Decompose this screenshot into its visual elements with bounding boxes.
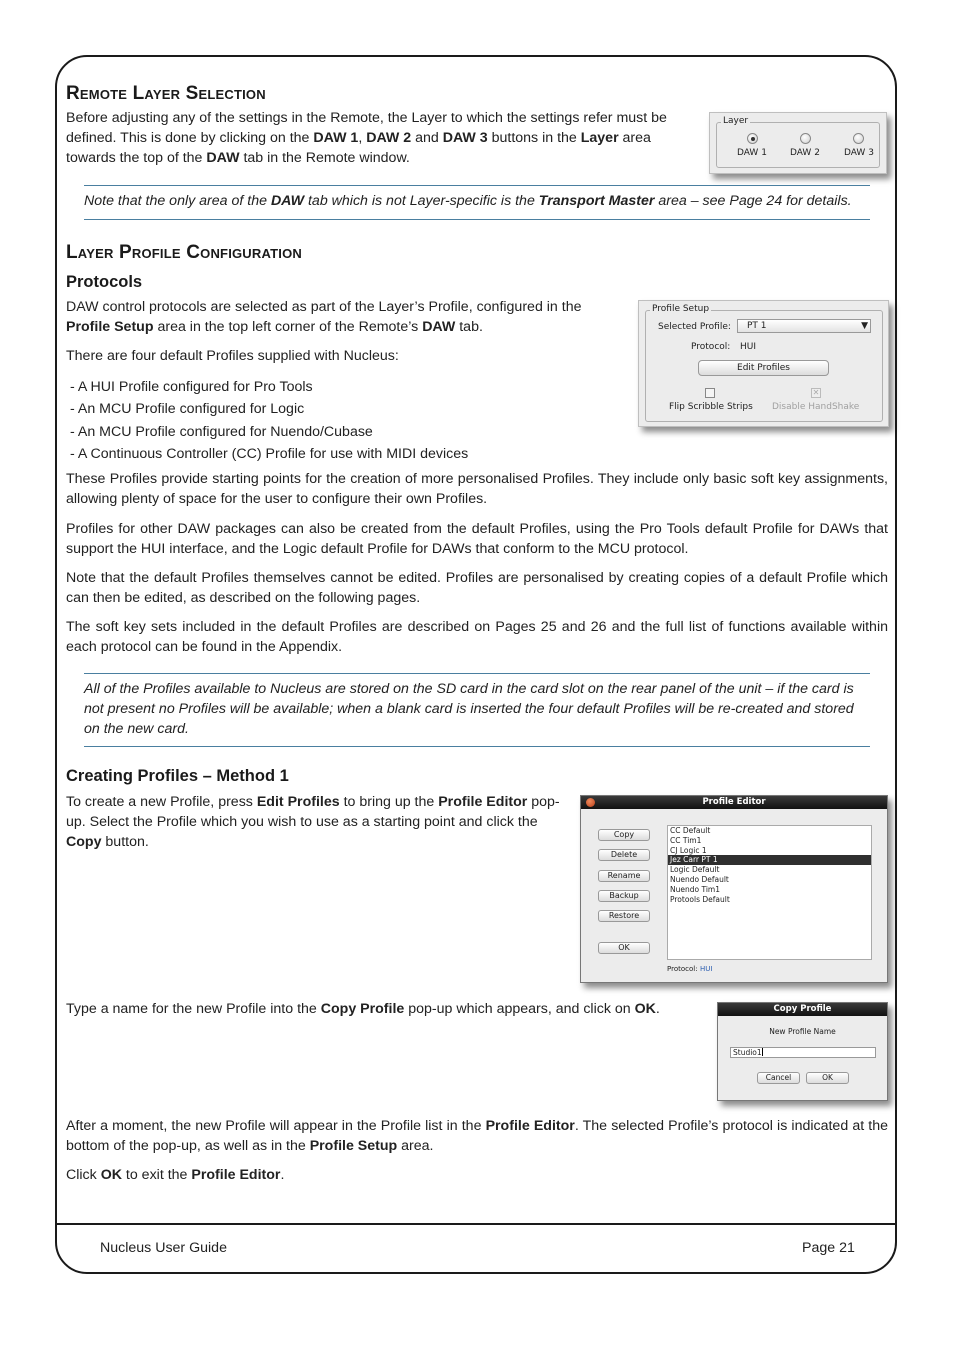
- list-item: - A Continuous Controller (CC) Profile for use with MIDI devices: [70, 445, 469, 462]
- daw2-label: DAW 2: [790, 148, 820, 158]
- editor-protocol-label: Protocol:: [667, 965, 698, 973]
- protocol-label: Protocol:: [691, 342, 731, 352]
- profile-setup-panel: [638, 300, 889, 427]
- close-icon[interactable]: [586, 798, 595, 807]
- footer-divider: [55, 1223, 897, 1225]
- ok-button[interactable]: OK: [598, 942, 650, 954]
- cancel-button[interactable]: Cancel: [757, 1072, 800, 1084]
- profile-name-input[interactable]: Studio1: [730, 1047, 876, 1058]
- disable-handshake-label: Disable HandShake: [772, 402, 860, 412]
- delete-button[interactable]: Delete: [598, 849, 650, 861]
- note-rule-bottom: [84, 219, 870, 220]
- chevron-down-icon: ▼: [861, 321, 868, 331]
- default-profiles-list: [70, 376, 468, 465]
- daw3-label: DAW 3: [844, 148, 874, 158]
- daw1-label: DAW 1: [737, 148, 767, 158]
- profile-list[interactable]: [667, 825, 872, 960]
- page-number: Page 21: [802, 1240, 855, 1256]
- list-item[interactable]: Protools Default: [670, 894, 730, 904]
- selected-profile-label: Selected Profile:: [658, 322, 731, 332]
- list-item[interactable]: Nuendo Default: [670, 874, 729, 884]
- protocols-paragraph-1: DAW control protocols are selected as part of the Layer’s Profile, configured in the Profile Setup area in the top left corner of the Remote’s DAW tab.: [66, 299, 582, 335]
- daw1-radio[interactable]: [747, 133, 758, 144]
- profiles-paragraph-3: These Profiles provide starting points for the creation of more personalised Profiles. They include only basic soft key assignments, allowing plenty of space for the user to configure their own Profiles.: [66, 471, 888, 507]
- copy-button[interactable]: Copy: [598, 829, 650, 841]
- creating-profiles-paragraph-4: Click OK to exit the Profile Editor.: [66, 1167, 285, 1183]
- editor-protocol-value: HUI: [700, 965, 713, 973]
- creating-profiles-paragraph-1: To create a new Profile, press Edit Profiles to bring up the Profile Editor pop-up. Select the Profile which you wish to use as a starting point and click the Copy button.: [66, 794, 560, 850]
- list-item: - A HUI Profile configured for Pro Tools: [70, 379, 313, 395]
- backup-button[interactable]: Backup: [598, 890, 650, 902]
- new-profile-name-prompt: New Profile Name: [769, 1027, 836, 1036]
- flip-scribble-strips-checkbox[interactable]: [705, 388, 715, 398]
- sd-note-rule-bottom: [84, 746, 870, 747]
- layer-legend: Layer: [723, 116, 749, 126]
- profiles-paragraph-6: The soft key sets included in the default Profiles are described on Pages 25 and 26 and the full list of functions available within each protocol can be found in the Appendix.: [66, 619, 888, 655]
- profile-editor-titlebar: [581, 796, 887, 809]
- list-item[interactable]: CC Default: [670, 826, 711, 835]
- copy-profile-window: [717, 1002, 888, 1101]
- copy-profile-title: Copy Profile: [773, 1004, 832, 1014]
- layer-selector-panel: [709, 112, 887, 174]
- profiles-paragraph-4: Profiles for other DAW packages can also be created from the default Profiles, using the Pro Tools default Profile for DAWs that support the HUI interface, and the Logic default Profile for DAWs that conform to the MCU protocol.: [66, 521, 888, 557]
- list-item[interactable]: Logic Default: [670, 865, 720, 875]
- disable-handshake-checkbox[interactable]: ✕: [812, 388, 820, 397]
- profile-editor-window: [580, 795, 888, 983]
- edit-profiles-button[interactable]: Edit Profiles: [698, 360, 829, 376]
- profile-setup-legend: Profile Setup: [652, 304, 710, 314]
- profile-editor-title: Profile Editor: [702, 797, 766, 807]
- creating-profiles-paragraph-2: Type a name for the new Profile into the Copy Profile pop-up which appears, and click on OK.: [66, 1001, 660, 1017]
- transport-master-note: Note that the only area of the DAW tab which is not Layer-specific is the Transport Master area – see Page 24 for details.: [84, 193, 852, 209]
- protocol-value: HUI: [740, 342, 757, 352]
- restore-button[interactable]: Restore: [598, 910, 650, 922]
- profiles-paragraph-5: Note that the default Profiles themselves cannot be edited. Profiles are personalised by creating copies of a default Profile which can then be edited, as described on the following pages.: [66, 570, 888, 606]
- section-heading-layer-profile-configuration: Layer Profile Configuration: [66, 242, 302, 263]
- rename-button[interactable]: Rename: [598, 870, 650, 882]
- footer-title: Nucleus User Guide: [100, 1240, 227, 1256]
- creating-profiles-paragraph-3: After a moment, the new Profile will appear in the Profile list in the Profile Editor. The selected Profile’s protocol is indicated at the bottom of the pop-up, as well as in the Profile Setup area.: [66, 1118, 888, 1154]
- subheading-protocols: Protocols: [66, 273, 143, 291]
- list-item[interactable]: CC Tim1: [670, 835, 702, 845]
- layer-selection-paragraph: Before adjusting any of the settings in the Remote, the Layer to which the settings refer must be defined. This is done by clicking on the DAW 1, DAW 2 and DAW 3 buttons in the Layer area towards the top of the DAW tab in the Remote window.: [66, 110, 667, 166]
- note-rule-top: [84, 185, 870, 186]
- copy-profile-titlebar: [718, 1003, 887, 1016]
- daw2-radio[interactable]: [800, 133, 811, 144]
- list-item-selected[interactable]: Jez Carr PT 1: [668, 855, 871, 865]
- layer-groupbox: [716, 122, 880, 168]
- sd-card-note: All of the Profiles available to Nucleus are stored on the SD card in the card slot on the rear panel of the unit – if the card is not present no Profiles will be available; when a blank card is inserted the four default Profiles will be re-created and stored on the new card.: [84, 681, 854, 737]
- sd-note-rule-top: [84, 673, 870, 674]
- daw3-radio[interactable]: [853, 133, 864, 144]
- selected-profile-dropdown[interactable]: [737, 319, 871, 333]
- list-item[interactable]: CJ Logic 1: [670, 845, 707, 855]
- subheading-creating-profiles-method-1: Creating Profiles – Method 1: [66, 767, 289, 785]
- protocols-paragraph-2: There are four default Profiles supplied with Nucleus:: [66, 348, 399, 364]
- section-heading-remote-layer-selection: Remote Layer Selection: [66, 83, 266, 104]
- list-item: - An MCU Profile configured for Nuendo/Cubase: [70, 423, 373, 440]
- list-item[interactable]: Nuendo Tim1: [670, 884, 720, 894]
- list-item: - An MCU Profile configured for Logic: [70, 401, 305, 418]
- flip-scribble-strips-label: Flip Scribble Strips: [669, 402, 753, 412]
- selected-profile-value: PT 1: [747, 321, 767, 331]
- copy-ok-button[interactable]: OK: [806, 1072, 849, 1084]
